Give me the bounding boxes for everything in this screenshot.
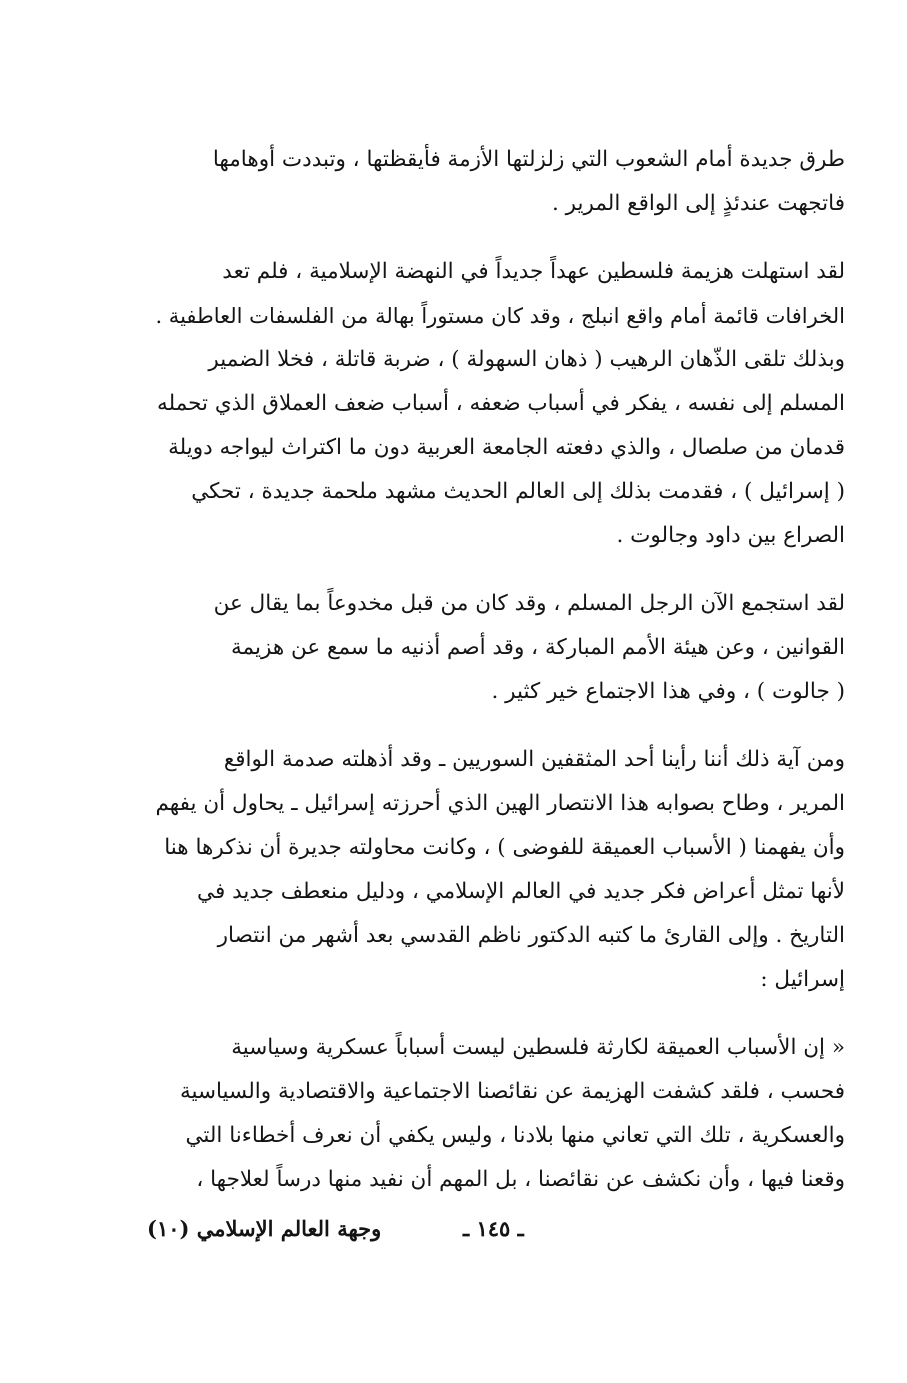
text-line: ( إسرائيل ) ، فقدمت بذلك إلى العالم الحديث مشهد ملحمة جديدة ، تحكي: [191, 479, 845, 504]
text-line: لأنها تمثل أعراض فكر جديد في العالم الإسلامي ، ودليل منعطف جديد في: [197, 879, 845, 904]
page-number: ـ ١٤٥ ـ: [463, 1216, 524, 1241]
text-line: فحسب ، فلقد كشفت الهزيمة عن نقائصنا الاجتماعية والاقتصادية والسياسية: [179, 1079, 845, 1104]
text-line: فاتجهت عندئذٍ إلى الواقع المرير .: [551, 191, 845, 216]
text-line: « إن الأسباب العميقة لكارثة فلسطين ليست أسباباً عسكرية وسياسية: [231, 1035, 845, 1060]
text-line: الخرافات قائمة أمام واقع انبلج ، وقد كان مستوراً بهالة من الفلسفات العاطفية .: [155, 304, 845, 328]
text-line: ( جالوت ) ، وفي هذا الاجتماع خير كثير .: [491, 679, 845, 704]
text-line: التاريخ . وإلى القارئ ما كتبه الدكتور ناظم القدسي بعد أشهر من انتصار: [217, 923, 845, 948]
text-line: المرير ، وطاح بصوابه هذا الانتصار الهين الذي أحرزته إسرائيل ـ يحاول أن يفهم: [155, 791, 845, 816]
paragraph: [147, 250, 845, 558]
text-line: ومن آية ذلك أننا رأينا أحد المثقفين السوريين ـ وقد أذهلته صدمة الواقع: [223, 747, 845, 772]
text-line: وبذلك تلقى الذّهان الرهيب ( ذهان السهولة ) ، ضربة قاتلة ، فخلا الضمير: [208, 347, 845, 372]
text-line: القوانين ، وعن هيئة الأمم المباركة ، وقد أصم أذنيه ما سمع عن هزيمة: [231, 635, 845, 660]
text-line: إسرائيل :: [760, 967, 845, 992]
paragraph: [147, 138, 845, 226]
body-text: [147, 138, 845, 1226]
paragraph: [147, 1026, 845, 1202]
text-line: طرق جديدة أمام الشعوب التي زلزلتها الأزمة فأيقظتها ، وتبددت أوهامها: [212, 147, 845, 172]
running-footer-title: وجهة العالم الإسلامي (١٠): [147, 1216, 382, 1241]
text-line: المسلم إلى نفسه ، يفكر في أسباب ضعفه ، أسباب ضعف العملاق الذي تحمله: [157, 391, 845, 416]
page-footer: [147, 1216, 845, 1256]
text-line: وأن يفهمنا ( الأسباب العميقة للفوضى ) ، وكانت محاولته جديرة أن نذكرها هنا: [164, 835, 845, 860]
text-line: والعسكرية ، تلك التي تعاني منها بلادنا ، وليس يكفي أن نعرف أخطاءنا التي: [185, 1123, 845, 1148]
text-line: وقعنا فيها ، وأن نكشف عن نقائصنا ، بل المهم أن نفيد منها درساً لعلاجها ،: [196, 1167, 845, 1192]
text-line: لقد استهلت هزيمة فلسطين عهداً جديداً في النهضة الإسلامية ، فلم تعد: [222, 259, 845, 284]
text-line: الصراع بين داود وجالوت .: [616, 523, 845, 548]
paragraph: [147, 738, 845, 1002]
text-line: لقد استجمع الآن الرجل المسلم ، وقد كان من قبل مخدوعاً بما يقال عن: [213, 591, 845, 616]
paragraph: [147, 582, 845, 714]
text-line: قدمان من صلصال ، والذي دفعته الجامعة العربية دون ما اكتراث ليواجه دويلة: [168, 435, 845, 460]
